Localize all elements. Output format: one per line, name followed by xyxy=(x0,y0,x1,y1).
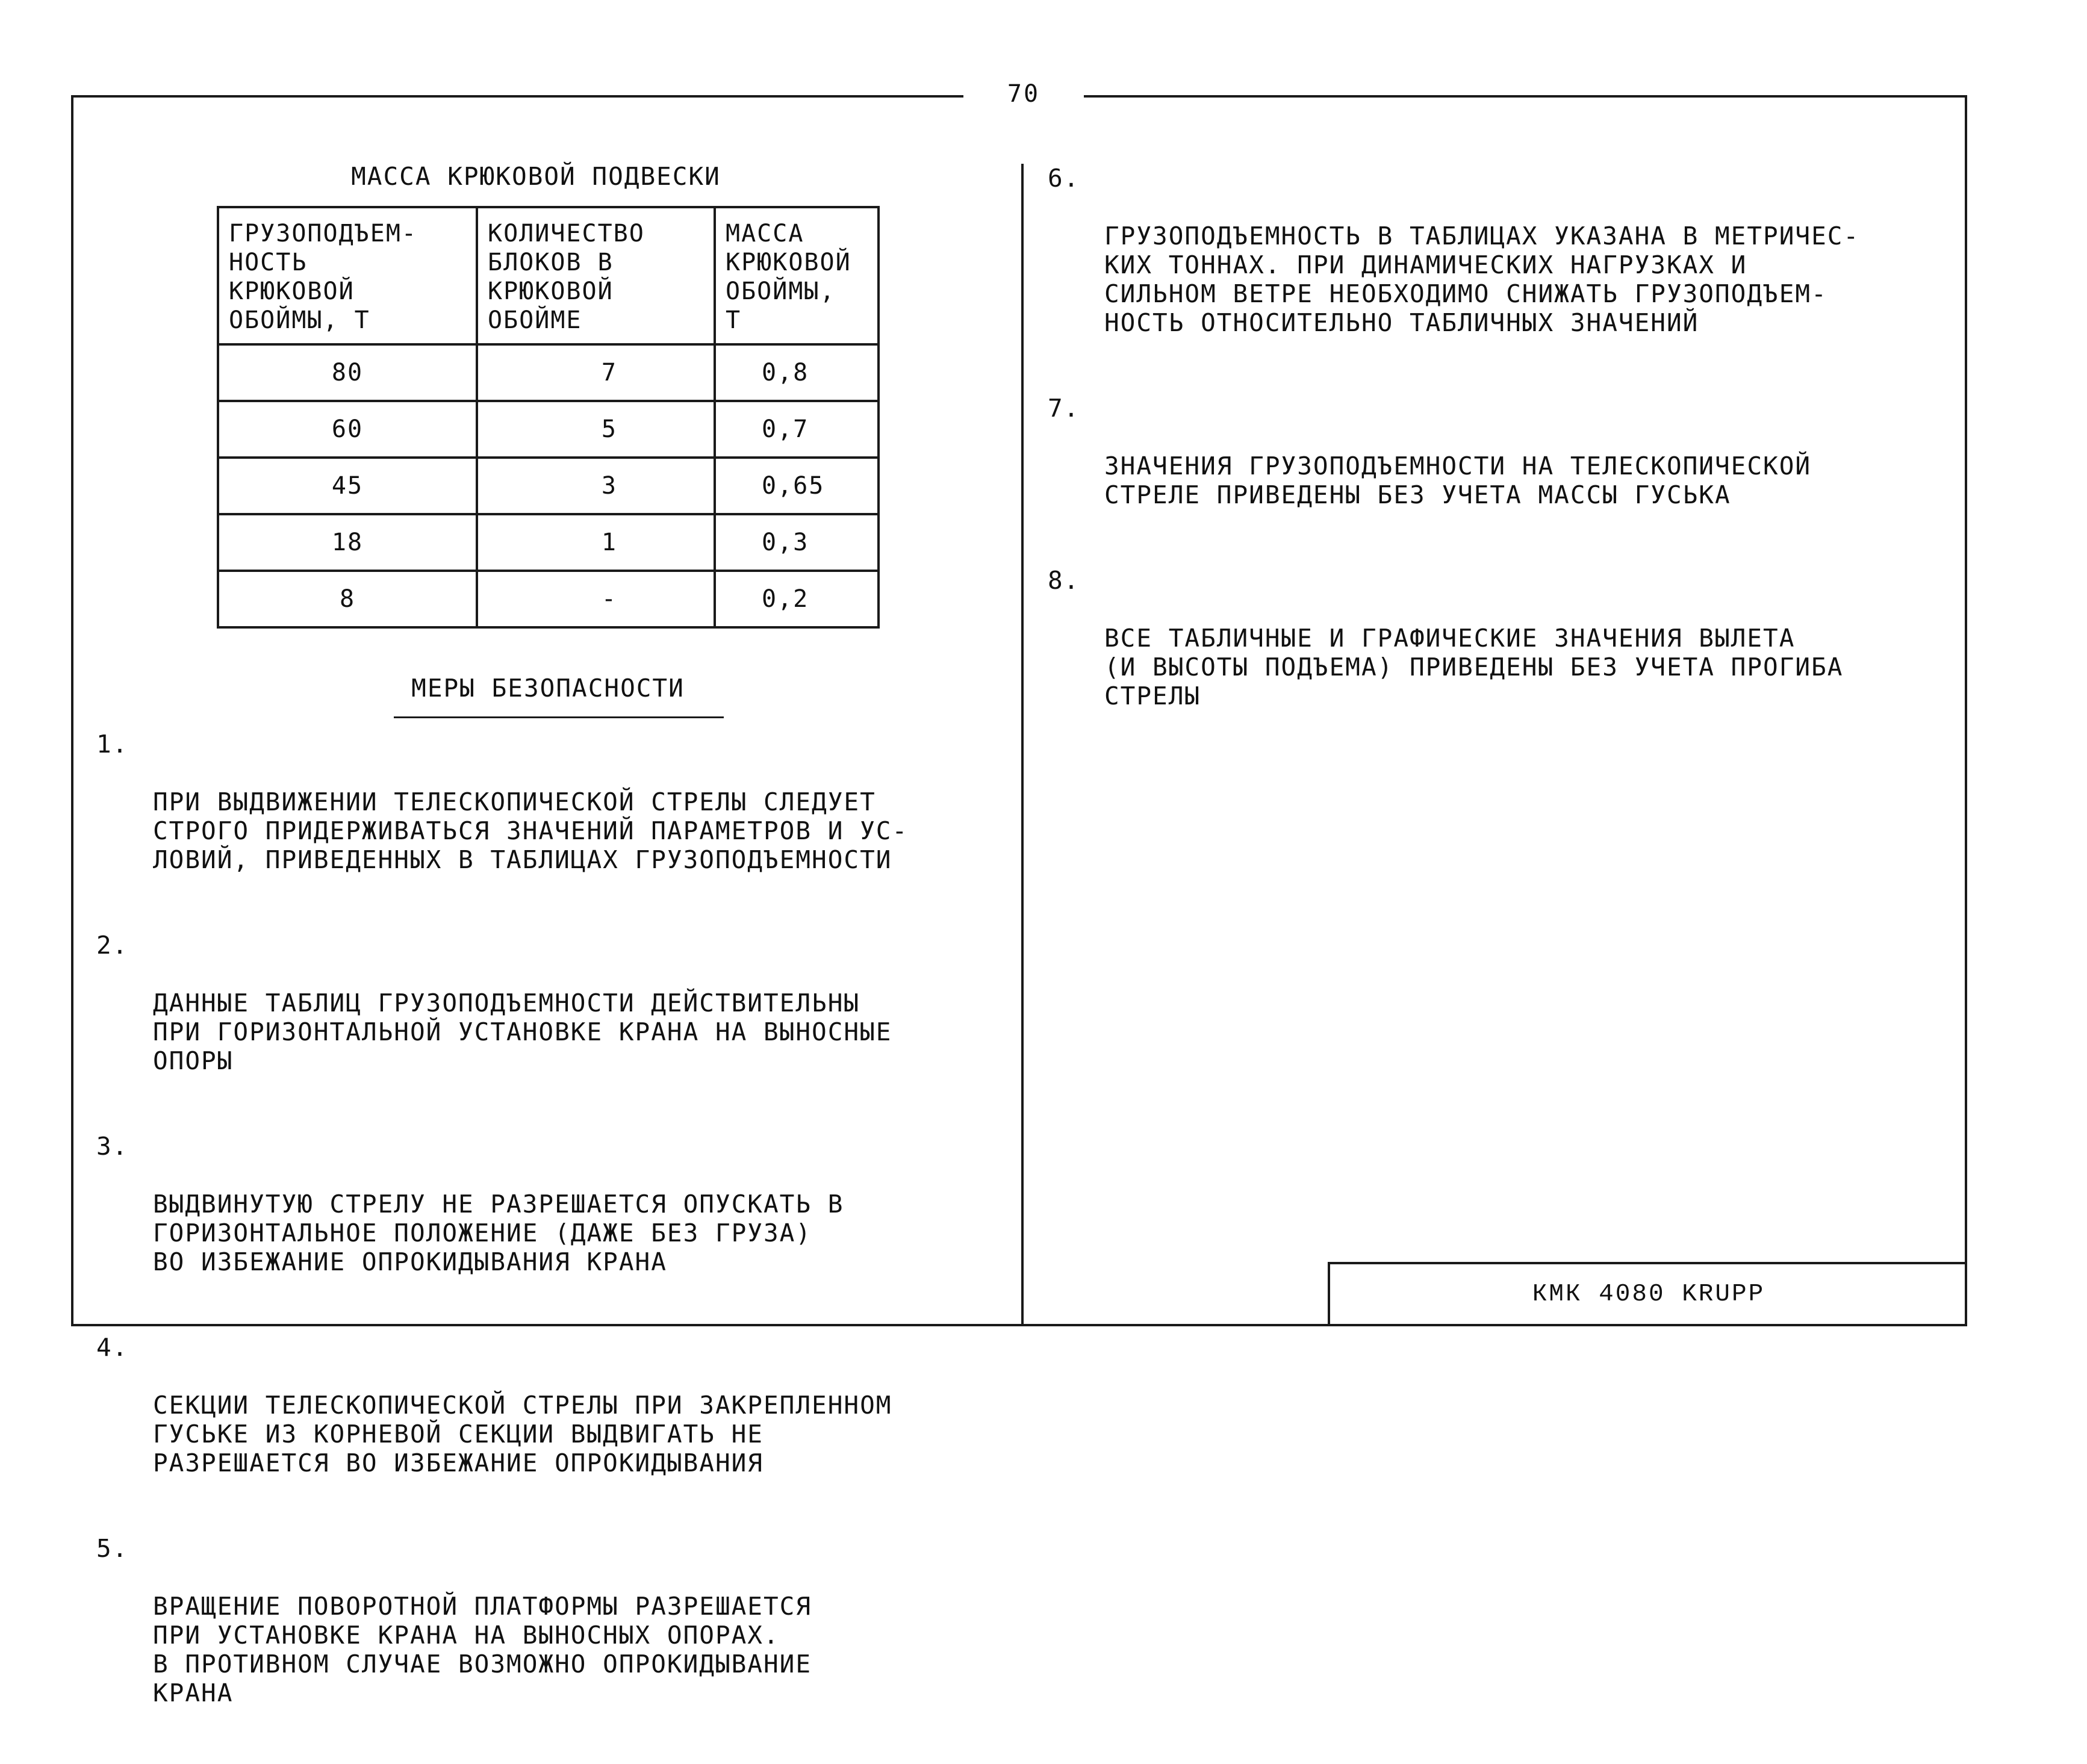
table-row xyxy=(218,571,879,627)
cell-mass: 0,3 xyxy=(715,514,879,571)
list-item xyxy=(96,931,1018,1104)
title-block xyxy=(1328,1262,1967,1326)
list-item xyxy=(1048,164,1963,366)
header-mass: МАССА КРЮКОВОЙ ОБОЙМЫ, Т xyxy=(715,207,879,344)
item-number: 4. xyxy=(96,1333,129,1362)
safety-list xyxy=(96,730,1018,1764)
item-number: 2. xyxy=(96,931,129,960)
item-text: ВСЕ ТАБЛИЧНЫЕ И ГРАФИЧЕСКИЕ ЗНАЧЕНИЯ ВЫЛЕТА (И ВЫСОТЫ ПОДЪЕМА) ПРИВЕДЕНЫ БЕЗ УЧЕТА ПРОГИБА СТРЕЛЫ xyxy=(1104,624,1844,710)
list-item xyxy=(96,1534,1018,1736)
cell-mass: 0,8 xyxy=(715,344,879,401)
table-header-row xyxy=(218,207,879,344)
item-text: ГРУЗОПОДЪЕМНОСТЬ В ТАБЛИЦАХ УКАЗАНА В МЕТРИЧЕС- КИХ ТОННАХ. ПРИ ДИНАМИЧЕСКИХ НАГРУЗКАХ И СИЛЬНОМ ВЕТРЕ НЕОБХОДИМО СНИЖАТЬ ГРУЗОПОДЪЕМ- НОСТЬ ОТНОСИТЕЛЬНО ТАБЛИЧНЫХ ЗНАЧЕНИЙ xyxy=(1104,222,1860,337)
cell-capacity: 80 xyxy=(218,344,477,401)
list-item xyxy=(1048,394,1963,538)
item-text: ЗНАЧЕНИЯ ГРУЗОПОДЪЕМНОСТИ НА ТЕЛЕСКОПИЧЕСКОЙ СТРЕЛЕ ПРИВЕДЕНЫ БЕЗ УЧЕТА МАССЫ ГУСЬКА xyxy=(1104,452,1812,509)
list-item xyxy=(96,730,1018,903)
header-blocks: КОЛИЧЕСТВО БЛОКОВ В КРЮКОВОЙ ОБОЙМЕ xyxy=(477,207,715,344)
table-row xyxy=(218,458,879,514)
cell-mass: 0,7 xyxy=(715,401,879,458)
list-item xyxy=(96,1132,1018,1305)
item-number: 5. xyxy=(96,1534,129,1563)
cell-capacity: 18 xyxy=(218,514,477,571)
item-text: ВЫДВИНУТУЮ СТРЕЛУ НЕ РАЗРЕШАЕТСЯ ОПУСКАТЬ В ГОРИЗОНТАЛЬНОЕ ПОЛОЖЕНИЕ (ДАЖЕ БЕЗ ГРУЗА) ВО ИЗБЕЖАНИЕ ОПРОКИДЫВАНИЯ КРАНА xyxy=(153,1190,844,1276)
item-text: СЕКЦИИ ТЕЛЕСКОПИЧЕСКОЙ СТРЕЛЫ ПРИ ЗАКРЕПЛЕННОМ ГУСЬКЕ ИЗ КОРНЕВОЙ СЕКЦИИ ВЫДВИГАТЬ НЕ РАЗРЕШАЕТСЯ ВО ИЗБЕЖАНИЕ ОПРОКИДЫВАНИЯ xyxy=(153,1391,892,1477)
item-text: ДАННЫЕ ТАБЛИЦ ГРУЗОПОДЪЕМНОСТИ ДЕЙСТВИТЕЛЬНЫ ПРИ ГОРИЗОНТАЛЬНОЙ УСТАНОВКЕ КРАНА НА ВЫНОСНЫЕ ОПОРЫ xyxy=(153,989,892,1075)
cell-blocks: 3 xyxy=(477,458,715,514)
page-number: 70 xyxy=(1007,80,1040,108)
column-divider xyxy=(1021,164,1024,1326)
item-text: ПРИ ВЫДВИЖЕНИИ ТЕЛЕСКОПИЧЕСКОЙ СТРЕЛЫ СЛЕДУЕТ СТРОГО ПРИДЕРЖИВАТЬСЯ ЗНАЧЕНИЙ ПАРАМЕТРОВ И УС- ЛОВИЙ, ПРИВЕДЕННЫХ В ТАБЛИЦАХ ГРУЗОПОДЪЕМНОСТИ xyxy=(153,787,909,874)
table-row xyxy=(218,344,879,401)
title-block-text: КМК 4080 KRUPP xyxy=(1532,1281,1765,1308)
header-capacity: ГРУЗОПОДЪЕМ- НОСТЬ КРЮКОВОЙ ОБОЙМЫ, Т xyxy=(218,207,477,344)
item-number: 7. xyxy=(1048,394,1080,423)
cell-blocks: 1 xyxy=(477,514,715,571)
table-row xyxy=(218,401,879,458)
cell-capacity: 60 xyxy=(218,401,477,458)
safety-section-title: МЕРЫ БЕЗОПАСНОСТИ xyxy=(411,674,685,703)
mass-section-title: МАССА КРЮКОВОЙ ПОДВЕСКИ xyxy=(351,162,721,191)
cell-blocks: 7 xyxy=(477,344,715,401)
cell-blocks: - xyxy=(477,571,715,627)
item-number: 1. xyxy=(96,730,129,759)
item-number: 8. xyxy=(1048,566,1080,595)
cell-mass: 0,65 xyxy=(715,458,879,514)
hook-mass-table xyxy=(217,206,880,629)
item-text: ВРАЩЕНИЕ ПОВОРОТНОЙ ПЛАТФОРМЫ РАЗРЕШАЕТСЯ ПРИ УСТАНОВКЕ КРАНА НА ВЫНОСНЫХ ОПОРАХ. В ПРОТИВНОМ СЛУЧАЕ ВОЗМОЖНО ОПРОКИДЫВАНИЕ КРАНА xyxy=(153,1592,812,1707)
table-row xyxy=(218,514,879,571)
list-item xyxy=(96,1333,1018,1506)
safety-title-underline xyxy=(394,716,724,718)
cell-capacity: 45 xyxy=(218,458,477,514)
notes-list xyxy=(1048,164,1963,767)
list-item xyxy=(1048,566,1963,739)
cell-blocks: 5 xyxy=(477,401,715,458)
item-number: 6. xyxy=(1048,164,1080,193)
item-number: 3. xyxy=(96,1132,129,1161)
cell-capacity: 8 xyxy=(218,571,477,627)
cell-mass: 0,2 xyxy=(715,571,879,627)
